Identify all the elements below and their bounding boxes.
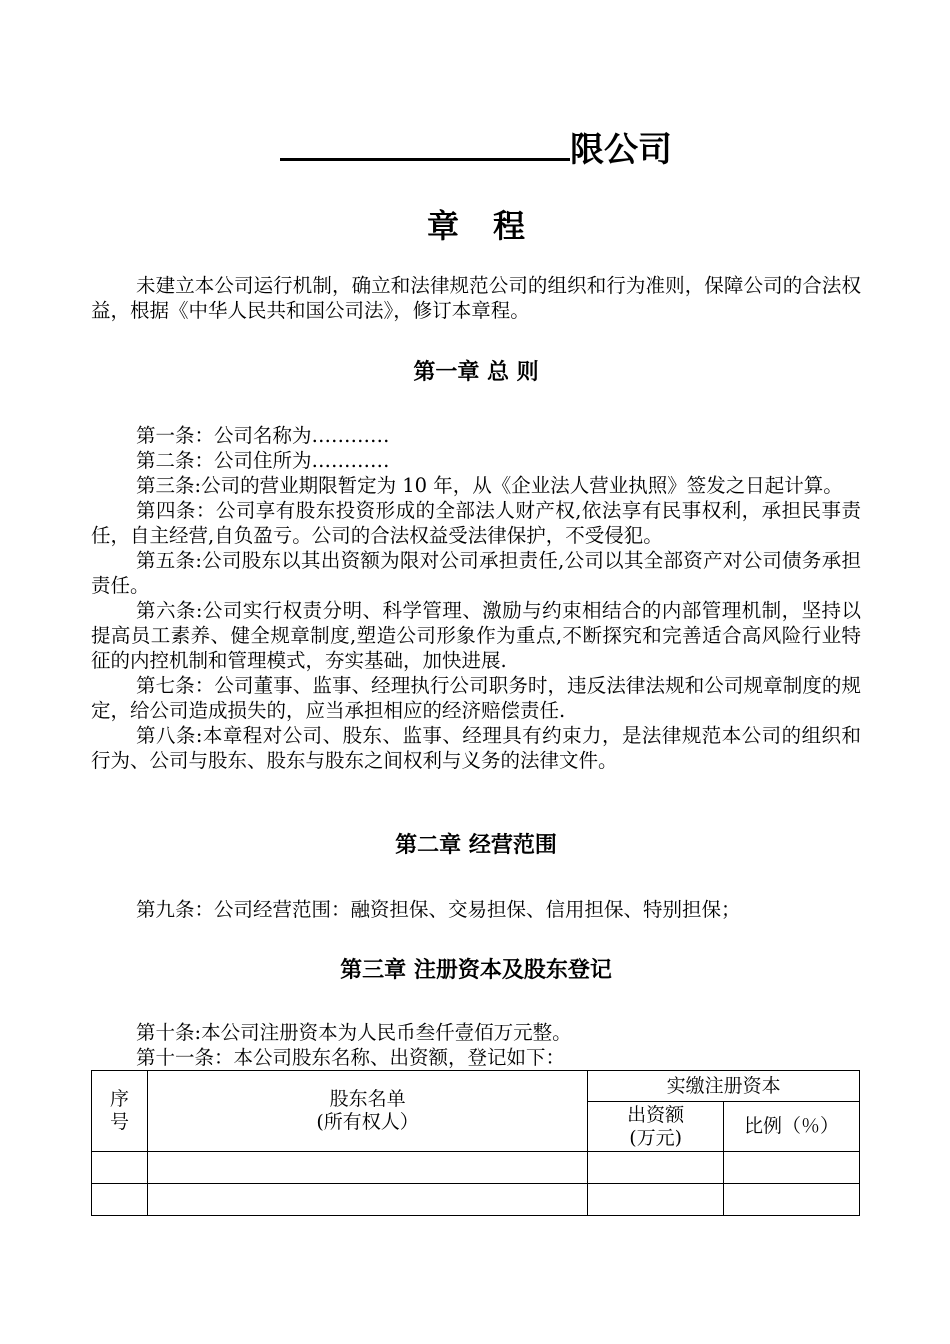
- header-paid-capital: 实缴注册资本: [588, 1071, 860, 1102]
- article-11: 第十一条：本公司股东名称、出资额，登记如下：: [136, 1046, 566, 1069]
- chapter-1-articles: [91, 423, 861, 773]
- preamble-text: 未建立本公司运行机制，确立和法律规范公司的组织和行为准则，保障公司的合法权益，根据《中华人民共和国公司法》，修订本章程。: [91, 274, 861, 322]
- chapter-2-articles: [91, 897, 861, 922]
- chapter-1-heading: 第一章 总 则: [413, 360, 539, 385]
- header-amount: [588, 1102, 724, 1152]
- header-shareholder: [147, 1071, 587, 1152]
- article-4: 第四条：公司享有股东投资形成的全部法人财产权,依法享有民事权利，承担民事责任，自主经营,自负盈亏。公司的合法权益受法律保护，不受侵犯。: [91, 499, 861, 547]
- company-name-blank: [280, 128, 570, 161]
- article-7: 第七条：公司董事、监事、经理执行公司职务时，违反法律法规和公司规章制度的规定，给公司造成损失的，应当承担相应的经济赔偿责任.: [91, 674, 861, 722]
- header-amount-line2: (万元): [629, 1126, 683, 1149]
- company-title: [91, 128, 861, 172]
- header-no: [92, 1071, 148, 1152]
- table-cell[interactable]: [92, 1152, 148, 1184]
- table-row: [92, 1152, 860, 1184]
- table-row: [92, 1184, 860, 1216]
- company-title-suffix: 限公司: [570, 130, 672, 170]
- article-9: 第九条：公司经营范围：融资担保、交易担保、信用担保、特别担保；: [136, 898, 741, 921]
- header-shareholder-line2: (所有权人）: [316, 1111, 419, 1133]
- chapter-3-articles: [91, 1020, 861, 1070]
- table-cell[interactable]: [92, 1184, 148, 1216]
- article-6: 第六条:公司实行权责分明、科学管理、激励与约束相结合的内部管理机制，坚持以提高员工素养、健全规章制度,塑造公司形象作为重点,不断探究和完善适合高风险行业特征的内控机制和管理模式，夯实基础，加快进展.: [91, 599, 861, 672]
- article-5: 第五条:公司股东以其出资额为限对公司承担责任,公司以其全部资产对公司债务承担责任。: [91, 549, 861, 597]
- header-no-line2: 号: [109, 1111, 129, 1133]
- preamble: [91, 273, 861, 323]
- document-subtitle: 章程: [426, 207, 559, 245]
- table-cell[interactable]: [588, 1184, 724, 1216]
- table-cell[interactable]: [588, 1152, 724, 1184]
- article-8: 第八条:本章程对公司、股东、监事、经理具有约束力，是法律规范本公司的组织和行为、公司与股东、股东与股东之间权利与义务的法律文件。: [91, 724, 861, 772]
- article-2: 第二条：公司住所为…………: [136, 449, 390, 472]
- chapter-2-heading: 第二章 经营范围: [395, 833, 557, 858]
- article-10: 第十条:本公司注册资本为人民币叁仟壹佰万元整。: [136, 1021, 572, 1044]
- header-no-line1: 序: [109, 1088, 129, 1110]
- chapter-3-heading: 第三章 注册资本及股东登记: [340, 958, 612, 983]
- table-cell[interactable]: [147, 1152, 587, 1184]
- table-cell[interactable]: [724, 1184, 860, 1216]
- article-3: 第三条:公司的营业期限暂定为 10 年，从《企业法人营业执照》签发之日起计算。: [136, 474, 843, 497]
- table-cell[interactable]: [147, 1184, 587, 1216]
- shareholder-table: [91, 1070, 860, 1216]
- header-ratio: 比例（％）: [724, 1102, 860, 1152]
- header-amount-line1: 出资额: [627, 1103, 685, 1126]
- article-1: 第一条：公司名称为…………: [136, 424, 390, 447]
- header-shareholder-line1: 股东名单: [329, 1088, 406, 1110]
- table-cell[interactable]: [724, 1152, 860, 1184]
